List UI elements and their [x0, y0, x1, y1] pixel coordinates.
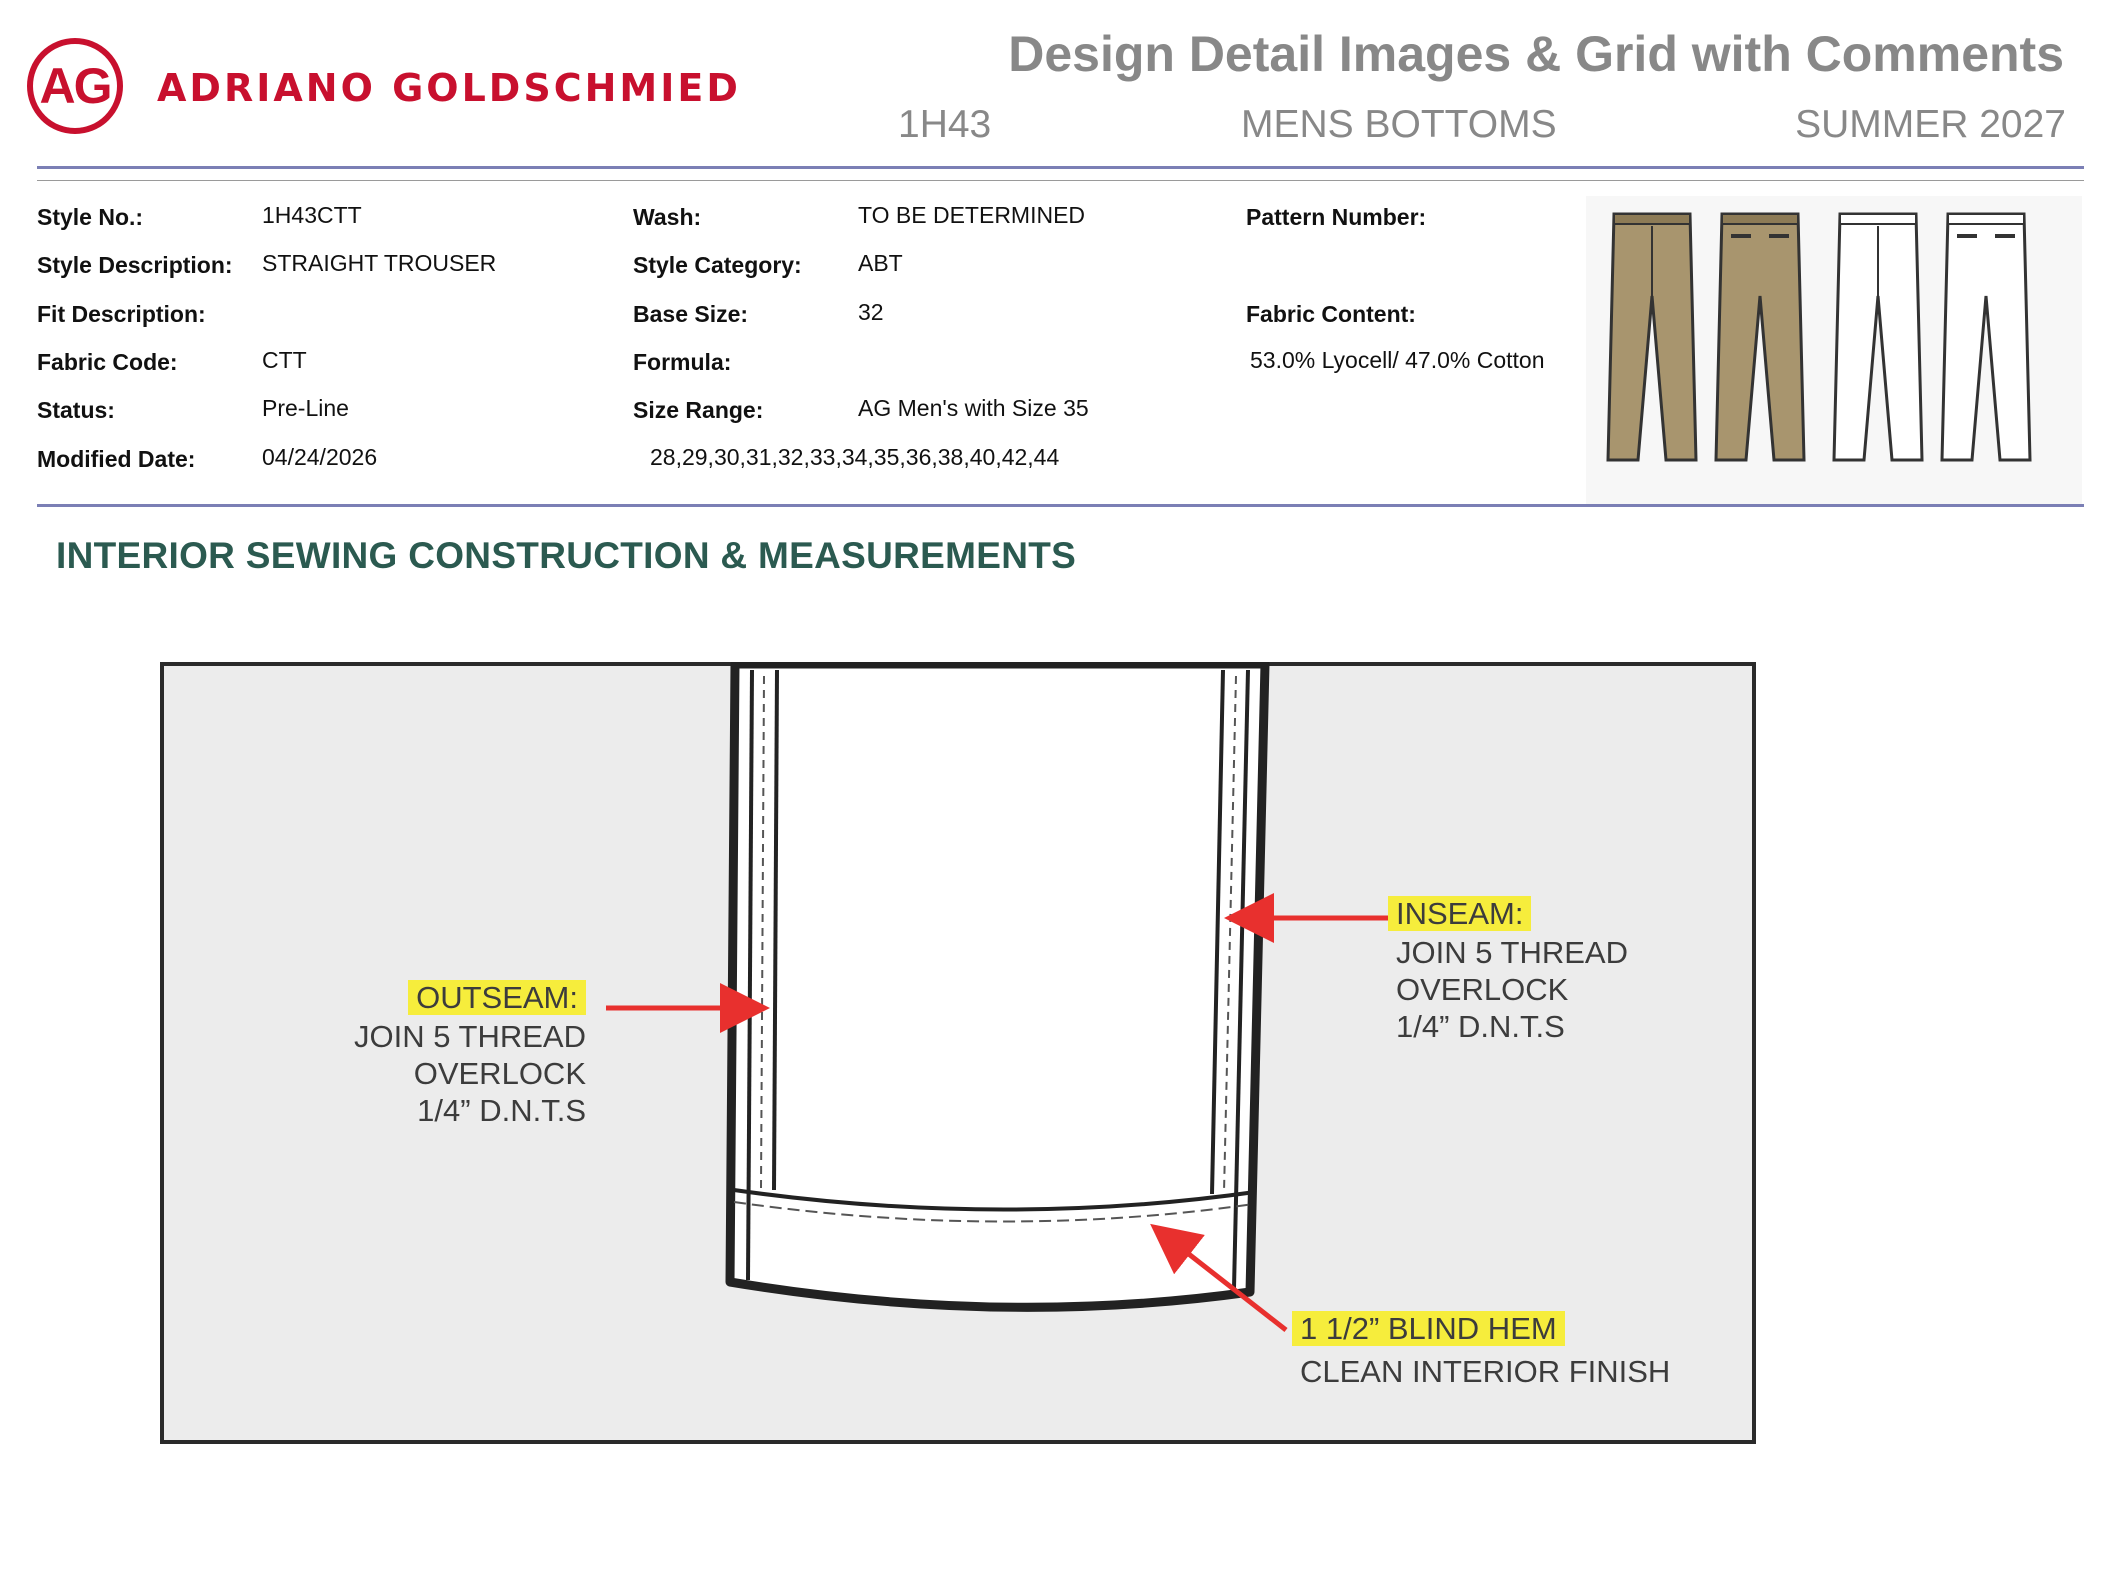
wash-label: Wash: — [633, 204, 702, 230]
inseam-line-2: OVERLOCK — [1396, 972, 1569, 1007]
product-category: MENS BOTTOMS — [1241, 103, 1557, 146]
base-size-value: 32 — [858, 299, 884, 325]
ag-logo-mark: AG — [27, 38, 123, 134]
style-category-value: ABT — [858, 250, 903, 276]
status-value: Pre-Line — [262, 395, 349, 421]
modified-date-label: Modified Date: — [37, 446, 196, 472]
style-no-value: 1H43CTT — [262, 202, 362, 228]
hem-body: CLEAN INTERIOR FINISH — [1300, 1354, 1671, 1389]
status-label: Status: — [37, 397, 115, 423]
fabric-code-value: CTT — [262, 347, 307, 373]
style-code: 1H43 — [898, 103, 992, 146]
fabric-content-label: Fabric Content: — [1246, 301, 1416, 327]
base-size-label: Base Size: — [633, 301, 749, 327]
inseam-line-1: JOIN 5 THREAD — [1396, 935, 1628, 970]
formula-label: Formula: — [633, 349, 732, 375]
wash-value: TO BE DETERMINED — [858, 202, 1086, 228]
style-no-label: Style No.: — [37, 204, 144, 230]
info-rule — [37, 504, 2084, 507]
inseam-body — [1388, 934, 1628, 1045]
brand-logo — [22, 30, 741, 160]
inseam-heading: INSEAM: — [1388, 896, 1531, 931]
inseam-callout — [1388, 896, 1628, 1045]
outseam-heading: OUTSEAM: — [408, 980, 586, 1015]
outseam-line-1: JOIN 5 THREAD — [354, 1019, 586, 1054]
pattern-number-label: Pattern Number: — [1246, 204, 1427, 230]
size-list: 28,29,30,31,32,33,34,35,36,38,40,42,44 — [650, 444, 1060, 470]
document-title: Design Detail Images & Grid with Comments — [1008, 26, 2064, 82]
style-description-value: STRAIGHT TROUSER — [262, 250, 497, 276]
hem-heading: 1 1/2” BLIND HEM — [1292, 1311, 1565, 1346]
fabric-code-label: Fabric Code: — [37, 349, 178, 375]
modified-date-value: 04/24/2026 — [262, 444, 378, 470]
outseam-line-3: 1/4” D.N.T.S — [417, 1093, 586, 1128]
inseam-line-3: 1/4” D.N.T.S — [1396, 1009, 1565, 1044]
header-rule-top — [37, 166, 2084, 169]
size-range-value: AG Men's with Size 35 — [858, 395, 1089, 421]
outseam-body — [280, 1018, 586, 1129]
fit-description-label: Fit Description: — [37, 301, 206, 327]
fabric-content-value: 53.0% Lyocell/ 47.0% Cotton — [1250, 347, 1545, 373]
brand-name: ADRIANO GOLDSCHMIED — [157, 66, 741, 110]
style-description-label: Style Description: — [37, 252, 233, 278]
outseam-line-2: OVERLOCK — [413, 1056, 586, 1091]
outseam-callout — [280, 980, 586, 1129]
hem-callout — [1292, 1311, 1670, 1390]
size-range-label: Size Range: — [633, 397, 764, 423]
style-category-label: Style Category: — [633, 252, 802, 278]
season: SUMMER 2027 — [1795, 103, 2066, 146]
header-rule-bottom — [37, 180, 2084, 181]
trouser-thumbnails — [1586, 196, 2082, 504]
section-title: INTERIOR SEWING CONSTRUCTION & MEASUREMENTS — [56, 535, 1077, 576]
